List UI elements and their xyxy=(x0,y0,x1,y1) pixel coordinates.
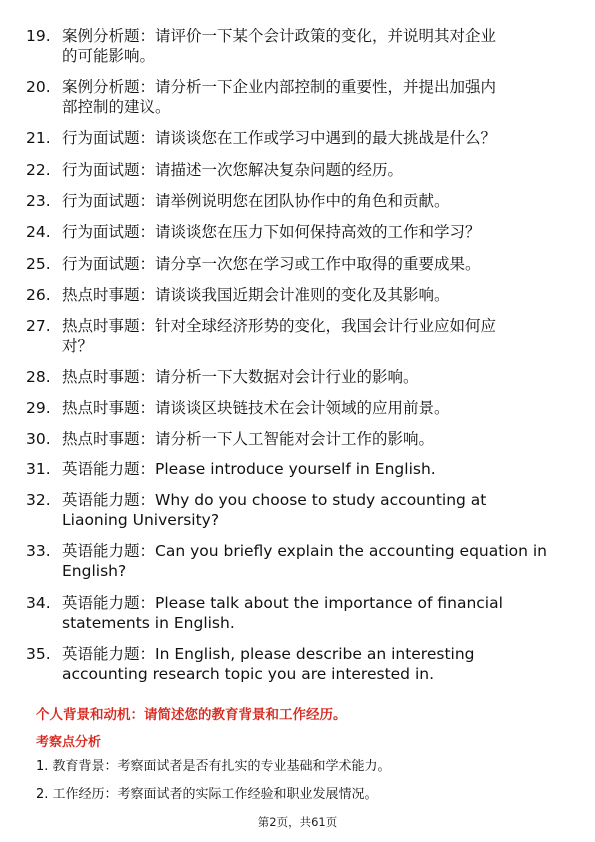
page-number: 第2页，共61页 xyxy=(257,815,338,829)
question-text: 行为面试题：请描述一次您解决复杂问题的经历。 xyxy=(62,161,404,179)
question-number: 19. xyxy=(26,27,51,45)
question-text: 英语能力题：Can you briefly explain the accounting equation in English? xyxy=(62,542,547,580)
analysis-point: 1. 教育背景：考察面试者是否有扎实的专业基础和学术能力。 xyxy=(36,759,391,774)
question-number: 29. xyxy=(26,399,51,417)
question-number: 35. xyxy=(26,645,51,663)
question-number: 26. xyxy=(26,286,51,304)
question-number: 24. xyxy=(26,223,51,241)
question-text: 行为面试题：请谈谈您在压力下如何保持高效的工作和学习？ xyxy=(62,223,481,241)
question-text: 热点时事题：请谈谈我国近期会计准则的变化及其影响。 xyxy=(62,286,450,304)
question-text: 行为面试题：请分享一次您在学习或工作中取得的重要成果。 xyxy=(62,255,481,273)
analysis-point: 2. 工作经历：考察面试者的实际工作经验和职业发展情况。 xyxy=(36,787,378,802)
question-text: 案例分析题：请评价一下某个会计政策的变化，并说明其对企业 的可能影响。 xyxy=(62,27,497,65)
question-number: 28. xyxy=(26,368,51,386)
question-number: 23. xyxy=(26,192,51,210)
question-number: 33. xyxy=(26,542,51,560)
section-title: 个人背景和动机：请简述您的教育背景和工作经历。 xyxy=(36,707,347,723)
question-text: 英语能力题：Please talk about the importance of financial statements in English. xyxy=(62,594,503,632)
question-number: 34. xyxy=(26,594,51,612)
question-number: 25. xyxy=(26,255,51,273)
analysis-subtitle: 考察点分析 xyxy=(36,735,102,750)
question-number: 32. xyxy=(26,491,51,509)
question-text: 行为面试题：请谈谈您在工作或学习中遇到的最大挑战是什么？ xyxy=(62,129,497,147)
question-text: 热点时事题：针对全球经济形势的变化，我国会计行业应如何应 对？ xyxy=(62,317,497,355)
question-text: 热点时事题：请分析一下大数据对会计行业的影响。 xyxy=(62,368,419,386)
question-number: 20. xyxy=(26,78,51,96)
question-number: 30. xyxy=(26,430,51,448)
question-text: 行为面试题：请举例说明您在团队协作中的角色和贡献。 xyxy=(62,192,450,210)
question-number: 31. xyxy=(26,460,51,478)
question-text: 英语能力题：In English, please describe an interesting accounting research topic you are interested in. xyxy=(62,645,475,683)
question-text: 热点时事题：请谈谈区块链技术在会计领域的应用前景。 xyxy=(62,399,450,417)
question-number: 21. xyxy=(26,129,51,147)
question-text: 英语能力题：Why do you choose to study accounting at Liaoning University? xyxy=(62,491,487,529)
question-number: 22. xyxy=(26,161,51,179)
question-text: 英语能力题：Please introduce yourself in English. xyxy=(62,460,436,478)
question-text: 热点时事题：请分析一下人工智能对会计工作的影响。 xyxy=(62,430,435,448)
question-number: 27. xyxy=(26,317,51,335)
question-text: 案例分析题：请分析一下企业内部控制的重要性，并提出加强内 部控制的建议。 xyxy=(62,78,497,116)
